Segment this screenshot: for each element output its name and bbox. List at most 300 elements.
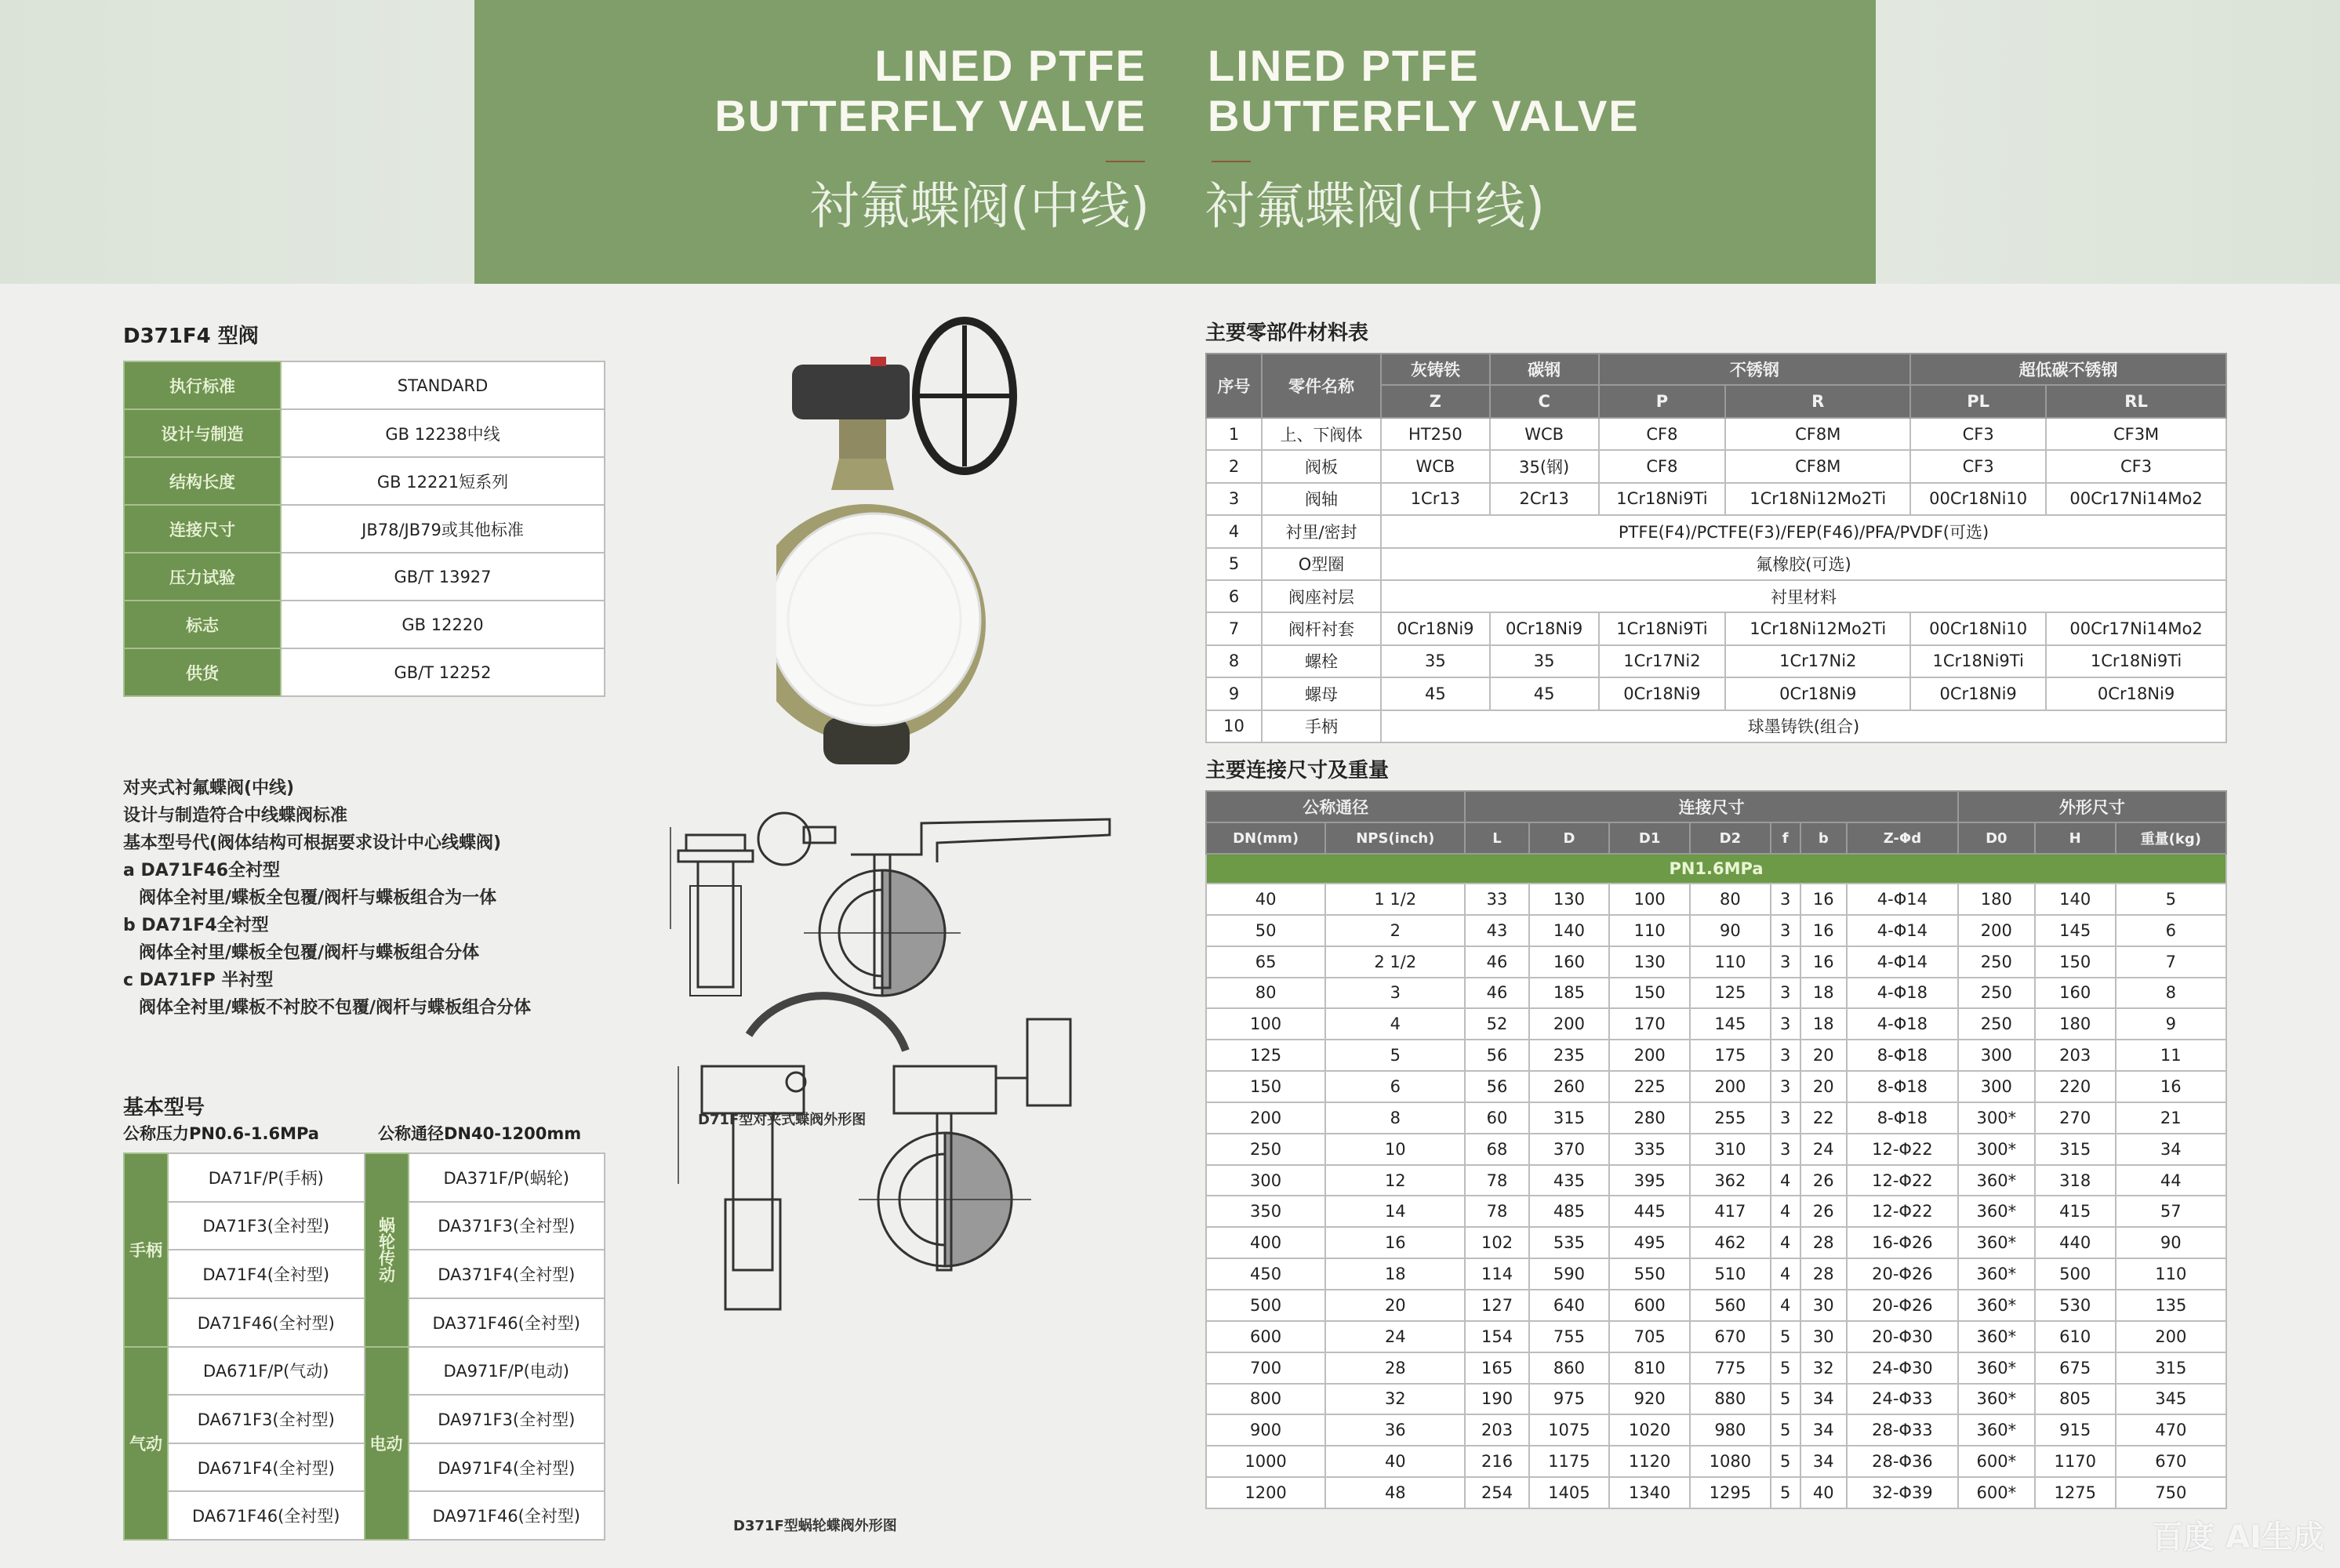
title-line2: BUTTERFLY VALVE — [1208, 91, 1640, 140]
model-group-label: 气动 — [124, 1347, 168, 1541]
description-line: 基本型号代(阀体结构可根据要求设计中心线蝶阀) — [123, 833, 502, 853]
cell: 45 — [1381, 677, 1490, 710]
header-name: 零件名称 — [1262, 354, 1381, 418]
cell: 300 — [1958, 1071, 2035, 1102]
cell: 250 — [1206, 1134, 1325, 1165]
cell: 535 — [1529, 1227, 1610, 1258]
cell: 1 1/2 — [1325, 884, 1465, 915]
header-group: 不锈钢 — [1599, 354, 1911, 385]
cell: 21 — [2116, 1102, 2226, 1134]
cell: 750 — [2116, 1477, 2226, 1508]
cell: 200 — [1206, 1102, 1325, 1134]
model-group-label: 蜗轮传动 — [365, 1153, 409, 1347]
cell: CF8 — [1599, 450, 1726, 482]
cell: 26 — [1800, 1196, 1847, 1227]
cell: 1020 — [1609, 1414, 1690, 1446]
cell: 110 — [2116, 1258, 2226, 1290]
cell: 335 — [1609, 1134, 1690, 1165]
cell: 2 — [1325, 915, 1465, 946]
cell: 22 — [1800, 1102, 1847, 1134]
cell-no: 10 — [1206, 710, 1262, 742]
cell: 495 — [1609, 1227, 1690, 1258]
spec-row — [124, 505, 605, 553]
cell: 18 — [1800, 978, 1847, 1009]
cell: 125 — [1206, 1040, 1325, 1071]
cell: 16 — [1800, 884, 1847, 915]
cell: 360* — [1958, 1290, 2035, 1321]
cell: 4 — [1771, 1196, 1800, 1227]
table-row — [1206, 1071, 2226, 1102]
cell: 360* — [1958, 1258, 2035, 1290]
cell: 550 — [1609, 1258, 1690, 1290]
diameter-range: 公称通径DN40-1200mm — [378, 1124, 582, 1143]
cell: 260 — [1529, 1071, 1610, 1102]
title-zh-left: 衬氟蝶阀(中线) — [809, 178, 1150, 236]
cell: 415 — [2035, 1196, 2116, 1227]
description-line: b DA71F4全衬型 — [123, 916, 269, 935]
cell: 200 — [1529, 1008, 1610, 1040]
cell: 12-Φ22 — [1847, 1134, 1958, 1165]
cell-name: 螺栓 — [1262, 645, 1381, 677]
table-row — [1206, 418, 2226, 450]
cell-no: 1 — [1206, 418, 1262, 450]
model-item: DA371F/P(蜗轮) — [409, 1153, 605, 1202]
cell: 45 — [1490, 677, 1599, 710]
table-row — [1206, 1258, 2226, 1290]
cell: 0Cr18Ni9 — [2046, 677, 2226, 710]
spec-row — [124, 553, 605, 601]
cell: 33 — [1465, 884, 1528, 915]
spec-label: 执行标准 — [124, 361, 281, 409]
cell: 600* — [1958, 1446, 2035, 1477]
model-row — [124, 1347, 605, 1396]
cell: 3 — [1771, 1102, 1800, 1134]
cell: 1405 — [1529, 1477, 1610, 1508]
cell: 140 — [1529, 915, 1610, 946]
model-item: DA971F46(全衬型) — [409, 1491, 605, 1540]
cell: 600* — [1958, 1477, 2035, 1508]
cell-name: 阀轴 — [1262, 483, 1381, 515]
header-column: D0 — [1958, 822, 2035, 854]
cell: 5 — [1771, 1384, 1800, 1415]
spec-row — [124, 601, 605, 648]
dimensions-table — [1205, 790, 2227, 1509]
cell: 11 — [2116, 1040, 2226, 1071]
header-group: 公称通径 — [1206, 791, 1465, 822]
cell: 250 — [1958, 946, 2035, 978]
table-row — [1206, 580, 2226, 612]
cell: 36 — [1325, 1414, 1465, 1446]
cell: 640 — [1529, 1290, 1610, 1321]
cell: 40 — [1325, 1446, 1465, 1477]
cell: 360* — [1958, 1384, 2035, 1415]
cell: 880 — [1690, 1384, 1771, 1415]
cell: 28-Φ33 — [1847, 1414, 1958, 1446]
cell: 610 — [2035, 1321, 2116, 1352]
cell: 8-Φ18 — [1847, 1040, 1958, 1071]
cell: WCB — [1381, 450, 1490, 482]
cell: 200 — [1958, 915, 2035, 946]
models-title: 基本型号 — [123, 1096, 205, 1120]
header-group: 碳钢 — [1490, 354, 1599, 385]
cell: 255 — [1690, 1102, 1771, 1134]
description-line: 设计与制造符合中线蝶阀标准 — [123, 806, 348, 826]
model-item: DA671F3(全衬型) — [168, 1395, 365, 1443]
cell: 4-Φ14 — [1847, 884, 1958, 915]
table-row — [1206, 1352, 2226, 1384]
header-column: D2 — [1690, 822, 1771, 854]
spec-value: STANDARD — [281, 361, 605, 409]
cell: 60 — [1465, 1102, 1528, 1134]
cell: 16-Φ26 — [1847, 1227, 1958, 1258]
cell: 8 — [2116, 978, 2226, 1009]
cell: 24-Φ30 — [1847, 1352, 1958, 1384]
model-item: DA371F3(全衬型) — [409, 1202, 605, 1250]
cell: 1295 — [1690, 1477, 1771, 1508]
table-row — [1206, 1321, 2226, 1352]
cell: 12-Φ22 — [1847, 1196, 1958, 1227]
materials-title: 主要零部件材料表 — [1205, 321, 1369, 345]
cell: 315 — [2116, 1352, 2226, 1384]
cell: 805 — [2035, 1384, 2116, 1415]
watermark: 百度 AI生成 — [2152, 1519, 2324, 1555]
cell: 100 — [1609, 884, 1690, 915]
cell: 40 — [1206, 884, 1325, 915]
cell: 20 — [1800, 1071, 1847, 1102]
drawing-caption-2: D371F型蜗轮蝶阀外形图 — [733, 1518, 897, 1534]
cell-name: 上、下阀体 — [1262, 418, 1381, 450]
table-row — [1206, 1196, 2226, 1227]
header-code: P — [1599, 385, 1726, 418]
table-row — [1206, 1290, 2226, 1321]
cell: 57 — [2116, 1196, 2226, 1227]
table-row — [1206, 1227, 2226, 1258]
cell: 78 — [1465, 1165, 1528, 1196]
cell: 65 — [1206, 946, 1325, 978]
table-row — [1206, 612, 2226, 644]
cell: 5 — [1325, 1040, 1465, 1071]
title-line1: LINED PTFE — [874, 41, 1146, 90]
cell: 435 — [1529, 1165, 1610, 1196]
cell: 00Cr18Ni10 — [1910, 612, 2046, 644]
model-item: DA671F/P(气动) — [168, 1347, 365, 1396]
pressure-label: PN1.6MPa — [1206, 854, 2226, 884]
model-item: DA71F/P(手柄) — [168, 1153, 365, 1202]
cell: 180 — [1958, 884, 2035, 915]
model-item: DA371F46(全衬型) — [409, 1298, 605, 1347]
cell: 4-Φ14 — [1847, 946, 1958, 978]
cell: 170 — [1609, 1008, 1690, 1040]
divider — [1212, 161, 1251, 162]
cell: 810 — [1609, 1352, 1690, 1384]
model-item: DA71F46(全衬型) — [168, 1298, 365, 1347]
cell: 78 — [1465, 1196, 1528, 1227]
cell: 445 — [1609, 1196, 1690, 1227]
cell: 32 — [1325, 1384, 1465, 1415]
description-line: c DA71FP 半衬型 — [123, 971, 274, 990]
spec-row — [124, 457, 605, 505]
header-code: PL — [1910, 385, 2046, 418]
cell: CF8M — [1725, 418, 1910, 450]
spec-value: GB/T 13927 — [281, 553, 605, 601]
cell: 24 — [1325, 1321, 1465, 1352]
cell: 1075 — [1529, 1414, 1610, 1446]
cell: 510 — [1690, 1258, 1771, 1290]
cell: 4-Φ14 — [1847, 915, 1958, 946]
header-column: b — [1800, 822, 1847, 854]
description-line: 阀体全衬里/蝶板全包覆/阀杆与蝶板组合为一体 — [139, 888, 497, 908]
cell: 775 — [1690, 1352, 1771, 1384]
cell: 0Cr18Ni9 — [1381, 612, 1490, 644]
cell: 462 — [1690, 1227, 1771, 1258]
cell: 705 — [1609, 1321, 1690, 1352]
title-line1: LINED PTFE — [1208, 41, 1480, 90]
cell: 1000 — [1206, 1446, 1325, 1477]
cell: 145 — [1690, 1008, 1771, 1040]
cell-name: O型圈 — [1262, 548, 1381, 580]
cell: 1Cr18Ni9Ti — [1910, 645, 2046, 677]
cell: 915 — [2035, 1414, 2116, 1446]
cell: 20-Φ26 — [1847, 1290, 1958, 1321]
cell: 3 — [1771, 1008, 1800, 1040]
cell: 20 — [1325, 1290, 1465, 1321]
table-row — [1206, 978, 2226, 1009]
cell: 0Cr18Ni9 — [1599, 677, 1726, 710]
cell: 360* — [1958, 1227, 2035, 1258]
dimensions-header-row — [1206, 822, 2226, 854]
description-line: 阀体全衬里/蝶板全包覆/阀杆与蝶板组合分体 — [139, 943, 480, 963]
cell: 3 — [1771, 978, 1800, 1009]
cell: 145 — [2035, 915, 2116, 946]
cell: 1Cr13 — [1381, 483, 1490, 515]
cell: 20 — [1800, 1040, 1847, 1071]
cell: 20-Φ30 — [1847, 1321, 1958, 1352]
cell: 9 — [2116, 1008, 2226, 1040]
header-group: 外形尺寸 — [1958, 791, 2226, 822]
cell: 200 — [1690, 1071, 1771, 1102]
cell: 4-Φ18 — [1847, 1008, 1958, 1040]
title-banner — [474, 0, 1876, 284]
cell: 500 — [2035, 1258, 2116, 1290]
cell: 280 — [1609, 1102, 1690, 1134]
header-code: RL — [2046, 385, 2226, 418]
cell: 5 — [1771, 1352, 1800, 1384]
cell: 250 — [1958, 978, 2035, 1009]
materials-table — [1205, 353, 2227, 743]
table-row — [1206, 884, 2226, 915]
ptfe-disc — [776, 514, 980, 725]
cell: 1Cr18Ni9Ti — [2046, 645, 2226, 677]
cell: 150 — [2035, 946, 2116, 978]
cell: 5 — [1771, 1321, 1800, 1352]
table-row — [1206, 1134, 2226, 1165]
header-column: 重量(kg) — [2116, 822, 2226, 854]
cell-name: 阀座衬层 — [1262, 580, 1381, 612]
cell: 114 — [1465, 1258, 1528, 1290]
description — [123, 775, 531, 1022]
cell: 485 — [1529, 1196, 1610, 1227]
cell: 203 — [2035, 1040, 2116, 1071]
cell: 1120 — [1609, 1446, 1690, 1477]
cell: HT250 — [1381, 418, 1490, 450]
cell-name: 手柄 — [1262, 710, 1381, 742]
model-item: DA671F4(全衬型) — [168, 1443, 365, 1492]
outline-drawings — [655, 808, 1117, 1513]
cell: 154 — [1465, 1321, 1528, 1352]
cell: 52 — [1465, 1008, 1528, 1040]
cell: 4 — [1771, 1227, 1800, 1258]
cell: 46 — [1465, 946, 1528, 978]
model-item: DA671F46(全衬型) — [168, 1491, 365, 1540]
cell: 35 — [1490, 645, 1599, 677]
cell-span: 氟橡胶(可选) — [1381, 548, 2226, 580]
cell: 360* — [1958, 1414, 2035, 1446]
table-row — [1206, 483, 2226, 515]
cell: 00Cr17Ni14Mo2 — [2046, 612, 2226, 644]
model-group-label: 手柄 — [124, 1153, 168, 1347]
pressure-range: 公称压力PN0.6-1.6MPa — [123, 1124, 319, 1143]
table-row — [1206, 548, 2226, 580]
cell: CF3 — [1910, 418, 2046, 450]
cell: 00Cr18Ni10 — [1910, 483, 2046, 515]
cell: WCB — [1490, 418, 1599, 450]
cell: 1Cr17Ni2 — [1725, 645, 1910, 677]
cell: 440 — [2035, 1227, 2116, 1258]
header-group: 超低碳不锈钢 — [1910, 354, 2226, 385]
cell: 24-Φ33 — [1847, 1384, 1958, 1415]
cell: 80 — [1690, 884, 1771, 915]
cell: 400 — [1206, 1227, 1325, 1258]
description-line: 对夹式衬氟蝶阀(中线) — [123, 779, 295, 798]
table-row — [1206, 1446, 2226, 1477]
cell: 26 — [1800, 1165, 1847, 1196]
cell: 28-Φ36 — [1847, 1446, 1958, 1477]
cell: 10 — [1325, 1134, 1465, 1165]
cell: 160 — [2035, 978, 2116, 1009]
cell: 8-Φ18 — [1847, 1071, 1958, 1102]
cell: 360* — [1958, 1352, 2035, 1384]
cell: 150 — [1609, 978, 1690, 1009]
description-line: a DA71F46全衬型 — [123, 861, 281, 880]
cell: 16 — [1325, 1227, 1465, 1258]
cell-no: 7 — [1206, 612, 1262, 644]
cell: 140 — [2035, 884, 2116, 915]
spec-row — [124, 409, 605, 457]
cell: 3 — [1325, 978, 1465, 1009]
cell: 300 — [1206, 1165, 1325, 1196]
cell: 530 — [2035, 1290, 2116, 1321]
spec-value: GB/T 12252 — [281, 648, 605, 696]
cell: 1275 — [2035, 1477, 2116, 1508]
cell: 16 — [1800, 915, 1847, 946]
header-column: Z-Φd — [1847, 822, 1958, 854]
header-column: H — [2035, 822, 2116, 854]
cell: 6 — [1325, 1071, 1465, 1102]
cell: 560 — [1690, 1290, 1771, 1321]
cell: 1Cr18Ni9Ti — [1599, 612, 1726, 644]
spec-label: 设计与制造 — [124, 409, 281, 457]
cell: 4 — [1325, 1008, 1465, 1040]
header-group: 灰铸铁 — [1381, 354, 1490, 385]
cell: 225 — [1609, 1071, 1690, 1102]
cell: 12 — [1325, 1165, 1465, 1196]
header-code: C — [1490, 385, 1599, 418]
table-row — [1206, 515, 2226, 547]
cell: 200 — [2116, 1321, 2226, 1352]
cell: 46 — [1465, 978, 1528, 1009]
cell: 18 — [1325, 1258, 1465, 1290]
spec-table — [123, 361, 605, 697]
cell: 20-Φ26 — [1847, 1258, 1958, 1290]
cell: 350 — [1206, 1196, 1325, 1227]
cell: 34 — [1800, 1446, 1847, 1477]
valve-photo — [776, 310, 1043, 780]
cell: 110 — [1609, 915, 1690, 946]
pressure-row — [1206, 854, 2226, 884]
models-table — [123, 1152, 605, 1541]
table-row — [1206, 1040, 2226, 1071]
table-row — [1206, 946, 2226, 978]
cell: 600 — [1609, 1290, 1690, 1321]
cell: 48 — [1325, 1477, 1465, 1508]
cell: 450 — [1206, 1258, 1325, 1290]
cell: 975 — [1529, 1384, 1610, 1415]
cell: 0Cr18Ni9 — [1910, 677, 2046, 710]
cell: 50 — [1206, 915, 1325, 946]
table-row — [1206, 1384, 2226, 1415]
cell: CF3M — [2046, 418, 2226, 450]
cell: 7 — [2116, 946, 2226, 978]
spec-label: 结构长度 — [124, 457, 281, 505]
cell: 675 — [2035, 1352, 2116, 1384]
spec-label: 压力试验 — [124, 553, 281, 601]
cell: 100 — [1206, 1008, 1325, 1040]
cell-no: 8 — [1206, 645, 1262, 677]
cell: 470 — [2116, 1414, 2226, 1446]
cell: 700 — [1206, 1352, 1325, 1384]
cell: 16 — [2116, 1071, 2226, 1102]
cell: CF3 — [2046, 450, 2226, 482]
cell: 28 — [1800, 1258, 1847, 1290]
cell: 4-Φ18 — [1847, 978, 1958, 1009]
header-column: D — [1529, 822, 1610, 854]
cell-name: 阀杆衬套 — [1262, 612, 1381, 644]
cell: CF3 — [1910, 450, 2046, 482]
cell: 362 — [1690, 1165, 1771, 1196]
cell: CF8 — [1599, 418, 1726, 450]
cell: 1170 — [2035, 1446, 2116, 1477]
header-column: L — [1465, 822, 1528, 854]
header-column: NPS(inch) — [1325, 822, 1465, 854]
model-item: DA371F4(全衬型) — [409, 1250, 605, 1298]
model-item: DA71F4(全衬型) — [168, 1250, 365, 1298]
title-zh-right: 衬氟蝶阀(中线) — [1205, 178, 1545, 236]
cell: 30 — [1800, 1290, 1847, 1321]
cell: 3 — [1771, 1134, 1800, 1165]
cell: 1Cr18Ni9Ti — [1599, 483, 1726, 515]
cell-span: 衬里材料 — [1381, 580, 2226, 612]
cell: 16 — [1800, 946, 1847, 978]
table-row — [1206, 677, 2226, 710]
cell: 80 — [1206, 978, 1325, 1009]
cell: 395 — [1609, 1165, 1690, 1196]
cell: CF8M — [1725, 450, 1910, 482]
cell: 56 — [1465, 1071, 1528, 1102]
cell: 310 — [1690, 1134, 1771, 1165]
model-row — [124, 1153, 605, 1202]
cell-no: 9 — [1206, 677, 1262, 710]
cell: 00Cr17Ni14Mo2 — [2046, 483, 2226, 515]
